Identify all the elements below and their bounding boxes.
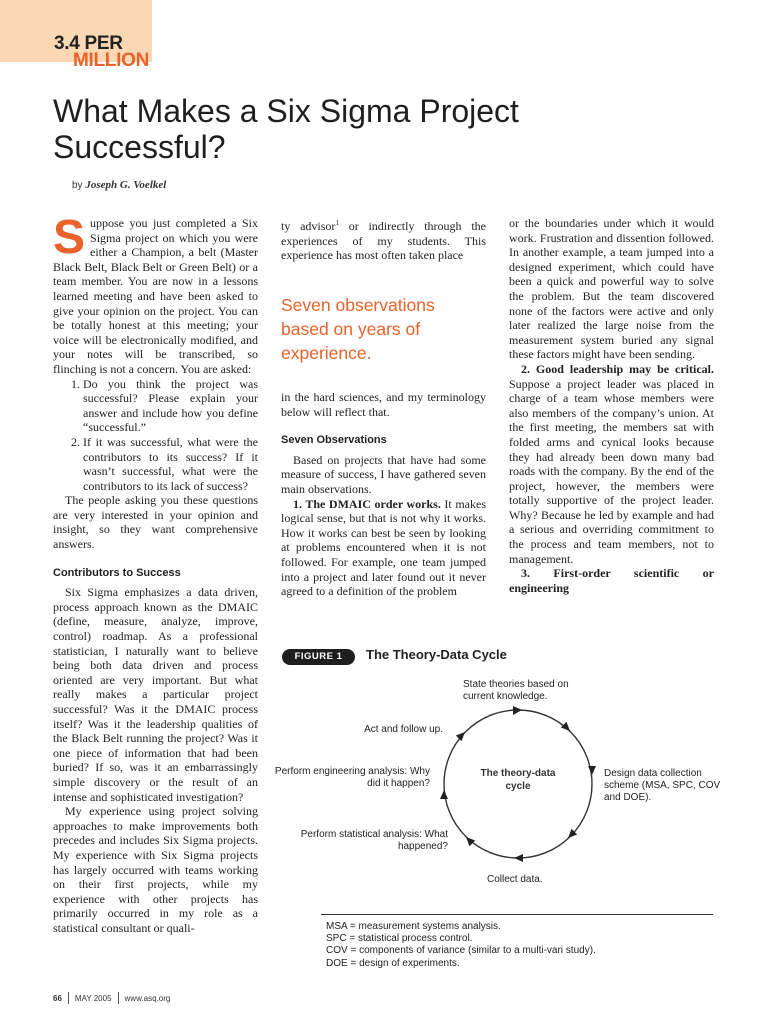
byline-prefix: by: [72, 180, 83, 191]
observation-1-text: It makes logical sense, but that is not why it works. How it works can best be seen by looking at problems encountered when it is not followed. For example, one team jumped into a project and later found out it never agreed to a definition of the problem: [281, 496, 486, 599]
question-1: 1. Do you think the project was successful? Please explain your answer and include how you define “successful.”: [83, 377, 258, 435]
observation-3: [509, 566, 714, 595]
drop-cap: S: [53, 211, 86, 264]
note-doe: DOE = design of experiments.: [326, 957, 460, 969]
pull-quote: Seven observations based on years of experience.: [281, 295, 435, 363]
note-spc: SPC = statistical process control.: [326, 933, 473, 945]
figure-divider: [321, 914, 713, 915]
paragraph: The people asking you these questions are very interested in your opinion and insight, so they want comprehensive answers.: [53, 493, 258, 552]
byline-author: Joseph G. Voelkel: [85, 179, 167, 191]
column-2-top: [281, 216, 486, 263]
paragraph: or the boundaries under which it would work. Frustration and dissention followed. In another example, a team jumped into a designed experiment, which could have been a quick and powerful way to solve the problem. But the team discovered none of the factors were active and only later realized the large noise from the measurement system buried any signal these factors might have been sending.: [509, 216, 714, 362]
footnote-ref: 1: [335, 219, 339, 227]
column-3: [509, 216, 714, 595]
step-collect-data: Collect data.: [487, 874, 543, 885]
intro-text: uppose you just completed a Six Sigma project on which you were either a Champion, a belt (Master Black Belt, Black Belt or Green Belt) or a team member. You are now in a lessons learned meeting and have been asked to give your opinion on the project. You can be totally honest at this meeting; your voice will be electronically modified, and your notes will be transcribed, so flinching is not a concern. You are asked:: [53, 216, 258, 376]
byline: [72, 179, 166, 191]
article-title: What Makes a Six Sigma Project Successful?: [53, 93, 519, 165]
footer-separator: [118, 992, 119, 1004]
subhead-contributors: Contributors to Success: [53, 566, 181, 579]
cycle-arrow-bottom: [514, 854, 523, 862]
step-design-data: Design data collection scheme (MSA, SPC, COV and DOE).: [604, 768, 721, 803]
paragraph: My experience using project solving approaches to make improvements both precedes and includes Six Sigma projects. My experience with Six Sigma projects has largely occurred with teams working on their first projects, while my experience with other projects has primarily occurred in my role as a statistical consultant or quali-: [53, 804, 258, 935]
column-1: [53, 211, 258, 936]
figure-title: The Theory-Data Cycle: [366, 647, 507, 662]
cycle-center-label: The theory-data cycle: [480, 768, 556, 792]
step-statistical-analysis: Perform statistical analysis: What happened?: [300, 829, 448, 852]
observation-1-lead: 1. The DMAIC order works.: [293, 496, 441, 511]
subhead-observations: Seven Observations: [281, 434, 387, 447]
footer-separator: [68, 992, 69, 1004]
note-msa: MSA = measurement systems analysis.: [326, 921, 501, 932]
step-engineering-analysis: Perform engineering analysis: Why did it happen?: [274, 766, 430, 789]
page-number: 66: [53, 993, 62, 1003]
paragraph: Six Sigma emphasizes a data driven, process approach known as the DMAIC (define, measure, analyze, improve, control) roadmap. As a professional statistician, I naturally want to believe being both data driven and process oriented are very important. But what really makes a particular project successful? Was it the DMAIC process itself? Was it the leadership qualities of the Black Belt running the project? Was it one piece of information that had been buried? If so, was it an embarrassingly simple discovery or the result of an intense and sophisticated investigation?: [53, 585, 258, 804]
paragraph: [281, 216, 486, 263]
figure-notes: [326, 921, 596, 970]
text-run: ty advisor: [281, 219, 336, 233]
question-2: 2. If it was successful, what were the contributors to its success? If it wasn’t successful, what were the contributors to its lack of success?: [83, 435, 258, 493]
observation-3-lead: 3. First-order scientific or engineering: [509, 566, 714, 595]
step-act-follow-up: Act and follow up.: [364, 724, 443, 735]
paragraph: in the hard sciences, and my terminology below will reflect that.: [281, 390, 486, 419]
note-cov: COV = components of variance (similar to a multi-vari study).: [326, 945, 596, 957]
question-list: [53, 377, 258, 494]
column-2-bottom: [281, 390, 486, 599]
observation-2: [509, 362, 714, 566]
figure-badge: FIGURE 1: [282, 649, 355, 665]
issue-date: MAY 2005: [74, 993, 112, 1003]
step-state-theories: State theories based on current knowledge.: [463, 679, 569, 702]
cycle-arrow-left: [440, 790, 448, 799]
department-label-line1: 3.4 PER: [54, 33, 123, 54]
paragraph: Based on projects that have had some measure of success, I have gathered seven main observations.: [281, 452, 486, 496]
text-run: or indirectly through the experiences of my students. This experience has most often taken place: [281, 219, 486, 263]
observation-2-text: Suppose a project leader was placed in charge of a team whose members were also members of the company’s union. At the first meeting, the members sat with folded arms and cynical looks because they had already been down many bad roads with the company. By the end of the project, however, the members were totally supportive of the project leader. Why? Because he led by example and had a serious and overriding commitment to the process and team members, not to management.: [509, 376, 714, 566]
website-link[interactable]: www.asq.org: [124, 993, 171, 1003]
page-footer: [53, 992, 170, 1004]
cycle-arrow-top: [513, 706, 522, 715]
cycle-arrow-right: [588, 766, 596, 775]
observation-2-lead: 2. Good leadership may be critical.: [521, 361, 714, 376]
department-label-line2: MILLION: [73, 50, 149, 71]
intro-paragraph: [53, 211, 258, 377]
observation-1: [281, 497, 486, 599]
